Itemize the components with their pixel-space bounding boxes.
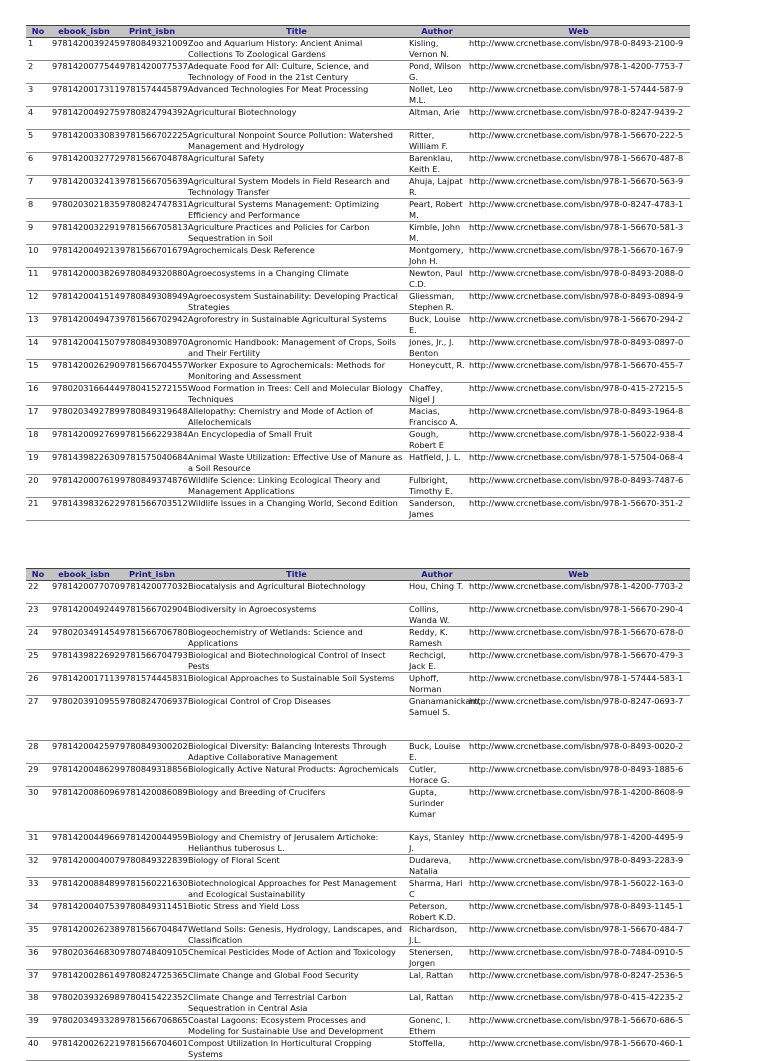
cell-no: 15	[26, 359, 50, 382]
cell-title: Climate Change and Terrestrial Carbon Sequestration in Central Asia	[186, 992, 407, 1015]
cell-title: Biological and Biotechnological Control of Insect Pests	[186, 649, 407, 672]
catalog-table-1	[26, 25, 690, 521]
cell-author: Lal, Rattan	[407, 992, 467, 1015]
cell-author: Montgomery, John H.	[407, 244, 467, 267]
cell-author: Richardson, J.L.	[407, 923, 467, 946]
cell-print-isbn: 9781566704601	[118, 1038, 186, 1061]
cell-author: Hou, Ching T.	[407, 581, 467, 604]
cell-print-isbn: 9781420077032	[118, 581, 186, 604]
cell-author: Jones, Jr., J. Benton	[407, 336, 467, 359]
cell-no: 33	[26, 877, 50, 900]
cell-no: 30	[26, 786, 50, 831]
cell-no: 22	[26, 581, 50, 604]
table-row	[26, 336, 690, 359]
cell-web-link[interactable]: http://www.crcnetbase.com/isbn/978-1-56022-163-0	[467, 877, 690, 900]
table-row	[26, 61, 690, 84]
cell-title: Coastal Lagoons: Ecosystem Processes and Modeling for Sustainable Use and Development	[186, 1015, 407, 1038]
cell-ebook-isbn: 9781439822692	[50, 649, 118, 672]
cell-web-link[interactable]: http://www.crcnetbase.com/isbn/978-0-8493-0020-2	[467, 740, 690, 763]
cell-print-isbn: 9781566702942	[118, 313, 186, 336]
table-row	[26, 763, 690, 786]
cell-web-link[interactable]: http://www.crcnetbase.com/isbn/978-1-57504-068-4	[467, 451, 690, 474]
cell-title: Agriculture Practices and Policies for Carbon Sequestration in Soil	[186, 221, 407, 244]
cell-no: 8	[26, 198, 50, 221]
cell-print-isbn: 9780849319648	[118, 405, 186, 428]
cell-print-isbn: 9781566704557	[118, 359, 186, 382]
cell-no: 1	[26, 38, 50, 61]
cell-title: Biological Diversity: Balancing Interests Through Adaptive Collaborative Management	[186, 740, 407, 763]
cell-web-link[interactable]: http://www.crcnetbase.com/isbn/978-1-56670-222-5	[467, 129, 690, 152]
cell-ebook-isbn: 9781420044966	[50, 831, 118, 854]
table-row	[26, 129, 690, 152]
cell-web-link[interactable]: http://www.crcnetbase.com/isbn/978-0-8493-0894-9	[467, 290, 690, 313]
cell-author: Kays, Stanley J.	[407, 831, 467, 854]
cell-author: Gnanamanickam, Samuel S.	[407, 695, 467, 740]
cell-print-isbn: 9781574445831	[118, 672, 186, 695]
table-row	[26, 474, 690, 497]
cell-author: Gupta, Surinder Kumar	[407, 786, 467, 831]
cell-author: Sharma, Hari C	[407, 877, 467, 900]
cell-ebook-isbn: 9781420032413	[50, 175, 118, 198]
cell-print-isbn: 9780824706937	[118, 695, 186, 740]
cell-print-isbn: 9780849318856	[118, 763, 186, 786]
cell-author: Gough, Robert E	[407, 428, 467, 451]
cell-ebook-isbn: 9780203932698	[50, 992, 118, 1015]
cell-web-link[interactable]: http://www.crcnetbase.com/isbn/978-1-56670-351-2	[467, 497, 690, 520]
cell-print-isbn: 9781566704793	[118, 649, 186, 672]
cell-ebook-isbn: 9781420049213	[50, 244, 118, 267]
cell-ebook-isbn: 9781420041514	[50, 290, 118, 313]
table-row	[26, 626, 690, 649]
cell-web-link[interactable]: http://www.crcnetbase.com/isbn/978-0-8247-4783-1	[467, 198, 690, 221]
cell-web-link[interactable]: http://www.crcnetbase.com/isbn/978-1-56670-487-8	[467, 152, 690, 175]
cell-print-isbn: 9781566705639	[118, 175, 186, 198]
table-row	[26, 175, 690, 198]
cell-author: Buck, Louise E.	[407, 313, 467, 336]
table-body-1	[26, 38, 690, 521]
cell-ebook-isbn: 9780203021835	[50, 198, 118, 221]
cell-title: Biotic Stress and Yield Loss	[186, 900, 407, 923]
cell-print-isbn: 9781566702904	[118, 603, 186, 626]
table-row	[26, 38, 690, 61]
cell-ebook-isbn: 9781420032291	[50, 221, 118, 244]
cell-title: Biology and Chemistry of Jerusalem Artichoke: Helianthus tuberosus L.	[186, 831, 407, 854]
table-row	[26, 877, 690, 900]
cell-web-link[interactable]: http://www.crcnetbase.com/isbn/978-1-4200-7703-2	[467, 581, 690, 604]
cell-no: 13	[26, 313, 50, 336]
cell-title: Wood Formation in Trees: Cell and Molecular Biology Techniques	[186, 382, 407, 405]
cell-web-link[interactable]: http://www.crcnetbase.com/isbn/978-1-56022-938-4	[467, 428, 690, 451]
table-row	[26, 198, 690, 221]
header-ebook-isbn: ebook_isbn	[50, 26, 118, 38]
cell-web-link[interactable]: http://www.crcnetbase.com/isbn/978-0-8247-0693-7	[467, 695, 690, 740]
table-row	[26, 672, 690, 695]
cell-author: Nollet, Leo M.L.	[407, 84, 467, 107]
table-row	[26, 359, 690, 382]
cell-print-isbn: 9780849308970	[118, 336, 186, 359]
cell-no: 7	[26, 175, 50, 198]
cell-no: 10	[26, 244, 50, 267]
cell-title: Advanced Technologies For Meat Processing	[186, 84, 407, 107]
cell-print-isbn: 9781560221630	[118, 877, 186, 900]
cell-author: Collins, Wanda W.	[407, 603, 467, 626]
cell-ebook-isbn: 9780203166444	[50, 382, 118, 405]
table-row	[26, 740, 690, 763]
cell-print-isbn: 9781420077537	[118, 61, 186, 84]
cell-ebook-isbn: 9781420032772	[50, 152, 118, 175]
cell-web-link[interactable]: http://www.crcnetbase.com/isbn/978-1-56670-484-7	[467, 923, 690, 946]
cell-ebook-isbn: 9781420003826	[50, 267, 118, 290]
header-web: Web	[467, 26, 690, 38]
cell-print-isbn: 9781566704878	[118, 152, 186, 175]
cell-no: 28	[26, 740, 50, 763]
cell-no: 32	[26, 854, 50, 877]
cell-ebook-isbn: 9781420048629	[50, 763, 118, 786]
cell-title: Agroecosystems in a Changing Climate	[186, 267, 407, 290]
cell-title: Biodiversity in Agroecosystems	[186, 603, 407, 626]
catalog-table-2	[26, 568, 690, 1061]
cell-ebook-isbn: 9781420077544	[50, 61, 118, 84]
cell-title: An Encyclopedia of Small Fruit	[186, 428, 407, 451]
cell-ebook-isbn: 9781420086096	[50, 786, 118, 831]
cell-title: Zoo and Aquarium History: Ancient Animal Collections To Zoological Gardens	[186, 38, 407, 61]
cell-author: Sanderson, James	[407, 497, 467, 520]
cell-web-link[interactable]: http://www.crcnetbase.com/isbn/978-0-8247-9439-2	[467, 107, 690, 130]
cell-print-isbn: 9780824747831	[118, 198, 186, 221]
cell-web-link[interactable]: http://www.crcnetbase.com/isbn/978-0-8493-2088-0	[467, 267, 690, 290]
cell-web-link[interactable]: http://www.crcnetbase.com/isbn/978-1-56670-686-5	[467, 1015, 690, 1038]
cell-print-isbn: 9780849320880	[118, 267, 186, 290]
table-row	[26, 1038, 690, 1061]
cell-title: Agrochemicals Desk Reference	[186, 244, 407, 267]
cell-author: Gonenc, I. Ethem	[407, 1015, 467, 1038]
cell-no: 5	[26, 129, 50, 152]
cell-print-isbn: 9780849321009	[118, 38, 186, 61]
table-header-row	[26, 26, 690, 38]
cell-print-isbn: 9780824725365	[118, 969, 186, 992]
cell-no: 14	[26, 336, 50, 359]
cell-ebook-isbn: 9781420039245	[50, 38, 118, 61]
table-body-2	[26, 581, 690, 1061]
header-title: Title	[186, 26, 407, 38]
table-row	[26, 244, 690, 267]
table-row	[26, 900, 690, 923]
cell-web-link[interactable]: http://www.crcnetbase.com/isbn/978-1-57444-583-1	[467, 672, 690, 695]
cell-print-isbn: 9781566229384	[118, 428, 186, 451]
cell-print-isbn: 9781420086089	[118, 786, 186, 831]
cell-author: Ahuja, Lajpat R.	[407, 175, 467, 198]
cell-no: 35	[26, 923, 50, 946]
cell-ebook-isbn: 9781420007619	[50, 474, 118, 497]
cell-author: Peterson, Robert K.D.	[407, 900, 467, 923]
cell-print-isbn: 9780748409105	[118, 946, 186, 969]
cell-web-link[interactable]: http://www.crcnetbase.com/isbn/978-0-8493-1885-6	[467, 763, 690, 786]
cell-print-isbn: 9780849308949	[118, 290, 186, 313]
table-row	[26, 84, 690, 107]
cell-ebook-isbn: 9780203493328	[50, 1015, 118, 1038]
cell-web-link[interactable]: http://www.crcnetbase.com/isbn/978-0-8493-1145-1	[467, 900, 690, 923]
cell-web-link[interactable]: http://www.crcnetbase.com/isbn/978-0-415-27215-5	[467, 382, 690, 405]
cell-print-isbn: 9781575040684	[118, 451, 186, 474]
cell-author: Newton, Paul C.D.	[407, 267, 467, 290]
cell-no: 9	[26, 221, 50, 244]
cell-title: Biogeochemistry of Wetlands: Science and Applications	[186, 626, 407, 649]
cell-ebook-isbn: 9781420017113	[50, 672, 118, 695]
cell-no: 34	[26, 900, 50, 923]
cell-author: Uphoff, Norman	[407, 672, 467, 695]
cell-title: Climate Change and Global Food Security	[186, 969, 407, 992]
table-row	[26, 382, 690, 405]
cell-web-link[interactable]: http://www.crcnetbase.com/isbn/978-1-56670-290-4	[467, 603, 690, 626]
cell-ebook-isbn: 9781420042597	[50, 740, 118, 763]
cell-title: Allelopathy: Chemistry and Mode of Action of Allelochemicals	[186, 405, 407, 428]
cell-title: Agricultural Biotechnology	[186, 107, 407, 130]
cell-no: 38	[26, 992, 50, 1015]
cell-no: 36	[26, 946, 50, 969]
cell-no: 11	[26, 267, 50, 290]
cell-no: 26	[26, 672, 50, 695]
header-ebook-isbn: ebook_isbn	[50, 569, 118, 581]
cell-web-link[interactable]: http://www.crcnetbase.com/isbn/978-1-56670-479-3	[467, 649, 690, 672]
table-row	[26, 313, 690, 336]
cell-ebook-isbn: 9780203910955	[50, 695, 118, 740]
cell-title: Wildlife Issues in a Changing World, Second Edition	[186, 497, 407, 520]
cell-no: 39	[26, 1015, 50, 1038]
cell-title: Worker Exposure to Agrochemicals: Methods for Monitoring and Assessment	[186, 359, 407, 382]
cell-title: Biology and Breeding of Crucifers	[186, 786, 407, 831]
cell-title: Animal Waste Utilization: Effective Use of Manure as a Soil Resource	[186, 451, 407, 474]
cell-web-link[interactable]: http://www.crcnetbase.com/isbn/978-1-4200-4495-9	[467, 831, 690, 854]
table-row	[26, 946, 690, 969]
table-row	[26, 969, 690, 992]
cell-no: 21	[26, 497, 50, 520]
cell-ebook-isbn: 9781420049244	[50, 603, 118, 626]
cell-ebook-isbn: 9781420088489	[50, 877, 118, 900]
cell-print-isbn: 9781420044959	[118, 831, 186, 854]
cell-web-link[interactable]: http://www.crcnetbase.com/isbn/978-0-7484-0910-5	[467, 946, 690, 969]
table-row	[26, 152, 690, 175]
cell-web-link[interactable]: http://www.crcnetbase.com/isbn/978-0-8493-2100-9	[467, 38, 690, 61]
cell-web-link[interactable]: http://www.crcnetbase.com/isbn/978-1-57444-587-9	[467, 84, 690, 107]
cell-title: Agricultural Nonpoint Source Pollution: Watershed Management and Hydrology	[186, 129, 407, 152]
cell-author: Dudareva, Natalia	[407, 854, 467, 877]
cell-ebook-isbn: 9781420077070	[50, 581, 118, 604]
cell-print-isbn: 9780849300202	[118, 740, 186, 763]
cell-no: 27	[26, 695, 50, 740]
cell-ebook-isbn: 9781420026221	[50, 1038, 118, 1061]
cell-print-isbn: 9780849322839	[118, 854, 186, 877]
cell-no: 31	[26, 831, 50, 854]
cell-ebook-isbn: 9781420017311	[50, 84, 118, 107]
cell-title: Agricultural System Models in Field Research and Technology Transfer	[186, 175, 407, 198]
cell-ebook-isbn: 9781420041507	[50, 336, 118, 359]
cell-title: Biological Approaches to Sustainable Soil Systems	[186, 672, 407, 695]
cell-no: 37	[26, 969, 50, 992]
cell-author: Chaffey, Nigel J	[407, 382, 467, 405]
cell-author: Fulbright, Timothy E.	[407, 474, 467, 497]
table-row	[26, 581, 690, 604]
table-row	[26, 451, 690, 474]
cell-print-isbn: 9780415272155	[118, 382, 186, 405]
cell-author: Altman, Arie	[407, 107, 467, 130]
cell-title: Wetland Soils: Genesis, Hydrology, Landscapes, and Classification	[186, 923, 407, 946]
cell-no: 2	[26, 61, 50, 84]
cell-web-link[interactable]: http://www.crcnetbase.com/isbn/978-0-8493-2283-9	[467, 854, 690, 877]
cell-author: Kisling, Vernon N.	[407, 38, 467, 61]
cell-print-isbn: 9781566705813	[118, 221, 186, 244]
cell-author: Stoffella,	[407, 1038, 467, 1061]
cell-author: Cutler, Horace G.	[407, 763, 467, 786]
table-header-row	[26, 569, 690, 581]
table-row	[26, 221, 690, 244]
cell-title: Biotechnological Approaches for Pest Management and Ecological Sustainability	[186, 877, 407, 900]
cell-no: 25	[26, 649, 50, 672]
cell-title: Chemical Pesticides Mode of Action and Toxicology	[186, 946, 407, 969]
cell-title: Wildlife Science: Linking Ecological Theory and Management Applications	[186, 474, 407, 497]
cell-author: Pond, Wilson G.	[407, 61, 467, 84]
cell-print-isbn: 9781566704847	[118, 923, 186, 946]
cell-web-link[interactable]: http://www.crcnetbase.com/isbn/978-0-8247-2536-5	[467, 969, 690, 992]
header-print-isbn: Print_isbn	[118, 569, 186, 581]
table-row	[26, 786, 690, 831]
table-row	[26, 923, 690, 946]
cell-title: Agricultural Safety	[186, 152, 407, 175]
table-row	[26, 428, 690, 451]
cell-ebook-isbn: 9781439822630	[50, 451, 118, 474]
cell-title: Adequate Food for All: Culture, Science, and Technology of Food in the 21st Century	[186, 61, 407, 84]
cell-author: Kimble, John M.	[407, 221, 467, 244]
cell-title: Agroecosystem Sustainability: Developing Practical Strategies	[186, 290, 407, 313]
cell-author: Hatfield, J. L.	[407, 451, 467, 474]
header-no: No	[26, 569, 50, 581]
table-row	[26, 992, 690, 1015]
cell-web-link[interactable]: http://www.crcnetbase.com/isbn/978-0-8493-0897-0	[467, 336, 690, 359]
cell-print-isbn: 9781574445879	[118, 84, 186, 107]
cell-web-link[interactable]: http://www.crcnetbase.com/isbn/978-1-56670-678-0	[467, 626, 690, 649]
cell-print-isbn: 9781566706780	[118, 626, 186, 649]
cell-print-isbn: 9780849374876	[118, 474, 186, 497]
cell-no: 40	[26, 1038, 50, 1061]
cell-no: 17	[26, 405, 50, 428]
cell-ebook-isbn: 9781420033083	[50, 129, 118, 152]
cell-ebook-isbn: 9780203492789	[50, 405, 118, 428]
cell-print-isbn: 9781566702225	[118, 129, 186, 152]
cell-print-isbn: 9780415422352	[118, 992, 186, 1015]
cell-no: 16	[26, 382, 50, 405]
cell-web-link[interactable]: http://www.crcnetbase.com/isbn/978-1-56670-294-2	[467, 313, 690, 336]
cell-author: Honeycutt, R.	[407, 359, 467, 382]
cell-author: Buck, Louise E.	[407, 740, 467, 763]
cell-web-link[interactable]: http://www.crcnetbase.com/isbn/978-1-56670-581-3	[467, 221, 690, 244]
table-row	[26, 649, 690, 672]
cell-no: 24	[26, 626, 50, 649]
header-author: Author	[407, 569, 467, 581]
header-no: No	[26, 26, 50, 38]
cell-author: Macias, Francisco A.	[407, 405, 467, 428]
cell-title: Agricultural Systems Management: Optimizing Efficiency and Performance	[186, 198, 407, 221]
table-row	[26, 854, 690, 877]
cell-title: Compost Utilization In Horticultural Cropping Systems	[186, 1038, 407, 1061]
cell-web-link[interactable]: http://www.crcnetbase.com/isbn/978-1-56670-460-1	[467, 1038, 690, 1061]
cell-author: Rechcigl, Jack E.	[407, 649, 467, 672]
cell-ebook-isbn: 9781420049275	[50, 107, 118, 130]
cell-web-link[interactable]: http://www.crcnetbase.com/isbn/978-1-56670-167-9	[467, 244, 690, 267]
cell-ebook-isbn: 9780203646830	[50, 946, 118, 969]
cell-web-link[interactable]: http://www.crcnetbase.com/isbn/978-0-8493-1964-8	[467, 405, 690, 428]
cell-web-link[interactable]: http://www.crcnetbase.com/isbn/978-1-4200-7753-7	[467, 61, 690, 84]
cell-no: 23	[26, 603, 50, 626]
cell-no: 29	[26, 763, 50, 786]
cell-title: Biological Control of Crop Diseases	[186, 695, 407, 740]
cell-print-isbn: 9781566706865	[118, 1015, 186, 1038]
cell-no: 3	[26, 84, 50, 107]
header-title: Title	[186, 569, 407, 581]
cell-web-link[interactable]: http://www.crcnetbase.com/isbn/978-0-415-42235-2	[467, 992, 690, 1015]
cell-web-link[interactable]: http://www.crcnetbase.com/isbn/978-1-4200-8608-9	[467, 786, 690, 831]
cell-ebook-isbn: 9781420092769	[50, 428, 118, 451]
cell-no: 18	[26, 428, 50, 451]
cell-print-isbn: 9780849311451	[118, 900, 186, 923]
cell-print-isbn: 9780824794392	[118, 107, 186, 130]
cell-author: Reddy, K. Ramesh	[407, 626, 467, 649]
header-print-isbn: Print_isbn	[118, 26, 186, 38]
cell-web-link[interactable]: http://www.crcnetbase.com/isbn/978-0-8493-7487-6	[467, 474, 690, 497]
cell-print-isbn: 9781566703512	[118, 497, 186, 520]
cell-title: Agronomic Handbook: Management of Crops, Soils and Their Fertility	[186, 336, 407, 359]
cell-no: 6	[26, 152, 50, 175]
cell-ebook-isbn: 9780203491454	[50, 626, 118, 649]
cell-ebook-isbn: 9781420040753	[50, 900, 118, 923]
cell-author: Ritter, William F.	[407, 129, 467, 152]
cell-no: 4	[26, 107, 50, 130]
table-row	[26, 267, 690, 290]
cell-author: Barenklau, Keith E.	[407, 152, 467, 175]
table-row	[26, 1015, 690, 1038]
table-row	[26, 405, 690, 428]
header-author: Author	[407, 26, 467, 38]
table-row	[26, 107, 690, 130]
cell-ebook-isbn: 9781420049473	[50, 313, 118, 336]
cell-ebook-isbn: 9781439832622	[50, 497, 118, 520]
cell-title: Biocatalysis and Agricultural Biotechnology	[186, 581, 407, 604]
cell-author: Lal, Rattan	[407, 969, 467, 992]
cell-web-link[interactable]: http://www.crcnetbase.com/isbn/978-1-56670-563-9	[467, 175, 690, 198]
cell-ebook-isbn: 9781420028614	[50, 969, 118, 992]
header-web: Web	[467, 569, 690, 581]
cell-no: 19	[26, 451, 50, 474]
cell-title: Biologically Active Natural Products: Agrochemicals	[186, 763, 407, 786]
cell-print-isbn: 9781566701679	[118, 244, 186, 267]
cell-ebook-isbn: 9781420026290	[50, 359, 118, 382]
table-row	[26, 497, 690, 520]
cell-author: Gliessman, Stephen R.	[407, 290, 467, 313]
cell-title: Biology of Floral Scent	[186, 854, 407, 877]
table-row	[26, 831, 690, 854]
cell-author: Peart, Robert M.	[407, 198, 467, 221]
cell-title: Agroforestry in Sustainable Agricultural Systems	[186, 313, 407, 336]
cell-no: 12	[26, 290, 50, 313]
cell-ebook-isbn: 9781420004007	[50, 854, 118, 877]
table-row	[26, 290, 690, 313]
table-row	[26, 695, 690, 740]
cell-no: 20	[26, 474, 50, 497]
table-row	[26, 603, 690, 626]
cell-ebook-isbn: 9781420026238	[50, 923, 118, 946]
cell-author: Stenersen, Jorgen	[407, 946, 467, 969]
cell-web-link[interactable]: http://www.crcnetbase.com/isbn/978-1-56670-455-7	[467, 359, 690, 382]
